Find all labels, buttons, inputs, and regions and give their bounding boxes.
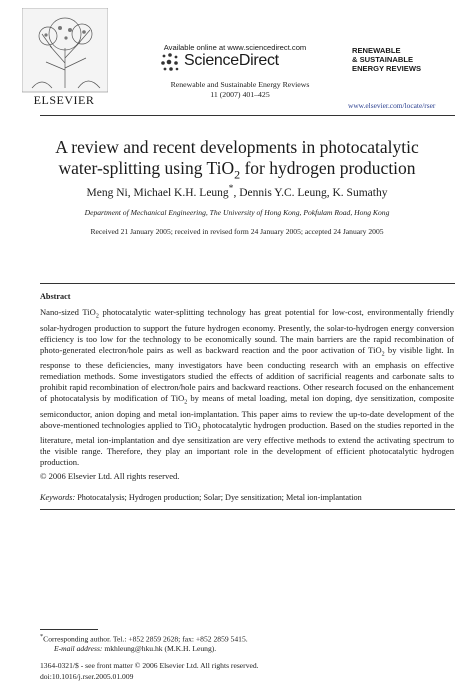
keywords-text: Photocatalysis; Hydrogen production; Solar; Dye sensitization; Metal ion-implantation bbox=[75, 493, 362, 502]
author-list: Meng Ni, Michael K.H. Leung*, Dennis Y.C. Leung, K. Sumathy bbox=[86, 183, 388, 199]
journal-issue: 11 (2007) 401–425 bbox=[210, 90, 270, 99]
title-line2: water-splitting using TiO$_2$ for hydrogen production bbox=[58, 158, 416, 182]
corresponding-author-footnote: *Corresponding author. Tel.: +852 2859 2628; fax: +852 2859 5415. bbox=[40, 633, 248, 644]
abstract-heading: Abstract bbox=[40, 292, 71, 301]
sciencedirect-dots-icon bbox=[160, 52, 182, 74]
keywords-label: Keywords: bbox=[40, 493, 76, 502]
keywords-line bbox=[40, 493, 454, 502]
title-line1: A review and recent developments in photocatalytic bbox=[55, 137, 419, 157]
article-title bbox=[20, 137, 454, 186]
issn-line: 1364-0321/$ - see front matter © 2006 Elsevier Ltd. All rights reserved. bbox=[40, 661, 259, 670]
abstract-body: Nano-sized TiO$_2$ photocatalytic water-splitting technology has great potential for low-cost, environmentally friendly solar-hydrogen production to support the future hydrogen economy. Presently, the solar-to-hydrogen energy conversion efficiency is too low for the technology to be economically sound. The main barriers are the rapid recombination of photo-generated electron/hole pairs as well as backward reaction and the poor activation of TiO$_2$ by visible light. In response to these deficiencies, many investigators have been conducting research with an emphasis on effective remediation methods. Some investigators studied the effects of addition of sacrificial reagents and carbonate salts to prohibit rapid recombination of electron/hole pairs and backward reactions. Other research focused on the enhancement of photocatalysis by modification of TiO$_2$ by means of metal loading, metal ion doping, dye sensitization, composite semiconductor, anion doping and metal ion-implantation. This paper aims to review the up-to-date development of the above-mentioned technologies applied to TiO$_2$ photocatalytic hydrogen production. Based on the studies reported in the literature, metal ion-implantation and dye sensitization are very effective methods to extend the activating spectrum to the visible range. Therefore, they play an important role in the development of efficient photocatalytic hydrogen production. bbox=[40, 307, 455, 468]
abstract-copyright: © 2006 Elsevier Ltd. All rights reserved. bbox=[40, 471, 180, 481]
publisher-name: ELSEVIER bbox=[33, 93, 95, 107]
journal-name-logo bbox=[352, 46, 421, 73]
doi-link[interactable]: doi:10.1016/j.rser.2005.01.009 bbox=[40, 672, 134, 681]
journal-url-link[interactable]: www.elsevier.com/locate/rser bbox=[348, 101, 436, 110]
email-link[interactable]: mkhleung@hku.hk (M.K.H. Leung). bbox=[102, 644, 217, 653]
platform-name: ScienceDirect bbox=[184, 52, 279, 69]
abstract-bottom-divider bbox=[40, 509, 455, 510]
email-footnote: E-mail address: mkhleung@hku.hk (M.K.H. Leung). bbox=[54, 644, 217, 653]
received-dates: Received 21 January 2005; received in revised form 24 January 2005; accepted 24 January 2005 bbox=[90, 227, 384, 236]
available-online-text[interactable]: Available online at www.sciencedirect.com bbox=[163, 43, 307, 52]
journal-name-line1: RENEWABLE bbox=[352, 46, 401, 55]
footnote-divider bbox=[40, 629, 98, 630]
corresponding-author-mark[interactable]: * bbox=[228, 183, 234, 194]
journal-name-line2: & SUSTAINABLE bbox=[352, 55, 414, 64]
journal-citation-name: Renewable and Sustainable Energy Reviews bbox=[170, 80, 310, 89]
journal-citation bbox=[130, 80, 350, 100]
author-affiliation: Department of Mechanical Engineering, The University of Hong Kong, Pokfulam Road, Hong Kong bbox=[84, 208, 390, 217]
journal-name-line3: ENERGY REVIEWS bbox=[352, 64, 422, 73]
header-divider bbox=[40, 115, 455, 116]
abstract-top-divider bbox=[40, 283, 455, 284]
